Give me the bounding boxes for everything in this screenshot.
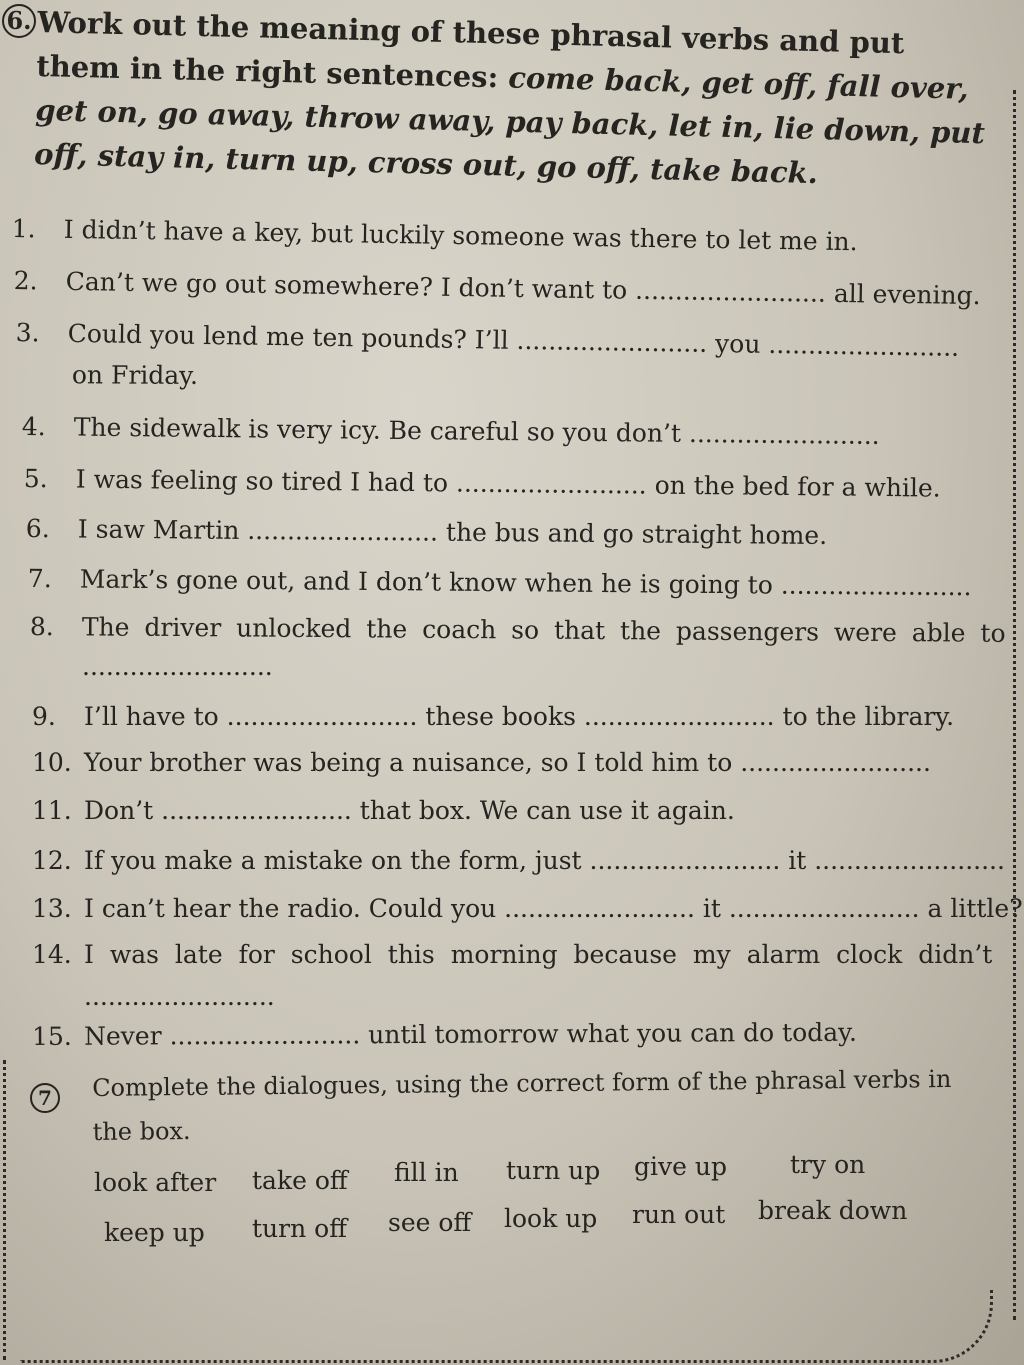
box-word: take off — [252, 1166, 348, 1195]
sentence-3-continued — [20, 360, 198, 390]
sentence-number: 12. — [32, 846, 72, 875]
box-word: keep up — [104, 1218, 205, 1247]
sentence-text: Never ........................ until tomorrow what you can do today. — [83, 1017, 857, 1051]
sentence-12 — [32, 846, 1005, 875]
sentence-text: on Friday. — [71, 360, 199, 390]
sentence-10 — [32, 748, 931, 777]
sentence-5 — [24, 464, 941, 503]
sentence-text: The driver unlocked the coach so that the passengers were able to — [81, 612, 1006, 648]
box-word: look up — [504, 1204, 598, 1233]
sentence-text: The sidewalk is very icy. Be careful so you don’t ........................ — [73, 412, 880, 450]
dotted-border-left — [3, 1060, 6, 1360]
sentence-11 — [32, 796, 735, 825]
box-word: give up — [634, 1152, 727, 1181]
sentence-number: 15. — [32, 1021, 72, 1051]
box-word: see off — [388, 1208, 472, 1237]
sentence-14 — [32, 940, 992, 969]
sentence-text: ........................ — [84, 982, 275, 1011]
sentence-number: 2. — [13, 266, 38, 296]
sentence-8-blank — [30, 652, 273, 681]
sentence-text: I was late for school this morning because my alarm clock didn’t — [84, 940, 993, 969]
sentence-text: Your brother was being a nuisance, so I told him to ........................ — [84, 748, 931, 777]
sentence-text: If you make a mistake on the form, just ........................ it ........................ — [84, 846, 1005, 875]
sentence-number: 14. — [32, 940, 72, 969]
sentence-text: I didn’t have a key, but luckily someone was there to let me in. — [63, 214, 858, 257]
dotted-border-right — [1013, 90, 1016, 1320]
box-word: run out — [632, 1200, 726, 1229]
sentence-number: 7. — [27, 564, 52, 594]
sentence-text: I saw Martin ........................ the bus and go straight home. — [77, 514, 828, 550]
exercise-6-number: 6. — [2, 4, 36, 38]
sentence-text: I can’t hear the radio. Could you ........................ it ........................ a little? — [84, 894, 1023, 923]
sentence-text: I’ll have to ........................ these books ........................ to the library. — [84, 702, 955, 731]
exercise-6-instructions — [34, 0, 998, 199]
sentence-text: ........................ — [82, 652, 273, 681]
sentence-number: 4. — [21, 412, 46, 442]
exercise-6-title: Work out the meaning of these phrasal verbs and put them in the right sentences: — [35, 4, 905, 95]
exercise-6-verb-list: come back, get off, fall over, get on, go away, throw away, pay back, let in, lie down, put off, stay in, turn up, cross out, go off, take back. — [33, 60, 986, 191]
dotted-border-bottom — [20, 1290, 993, 1363]
sentence-number: 6. — [25, 514, 50, 544]
exercise-7-instructions: Complete the dialogues, using the correct form of the phrasal verbs in the box. — [92, 1065, 952, 1146]
sentence-text: Can’t we go out somewhere? I don’t want to ........................ all evening. — [65, 266, 981, 311]
sentence-2 — [14, 266, 981, 310]
exercise-7-number: 7 — [30, 1083, 60, 1113]
box-word: turn off — [252, 1214, 347, 1243]
sentence-8 — [30, 612, 1006, 648]
sentence-number: 11. — [32, 796, 72, 825]
sentence-14-blank — [32, 982, 275, 1011]
sentence-7 — [28, 564, 972, 601]
box-word: break down — [758, 1196, 908, 1225]
sentence-number: 5. — [23, 464, 48, 494]
sentence-text: Mark’s gone out, and I don’t know when he is going to ........................ — [79, 564, 972, 602]
sentence-number: 9. — [32, 702, 56, 731]
sentence-text: Could you lend me ten pounds? I’ll ........................ you ........................ — [67, 318, 960, 362]
sentence-number: 10. — [32, 748, 72, 777]
sentence-number: 1. — [11, 214, 36, 244]
sentence-text: I was feeling so tired I had to ........................ on the bed for a while. — [75, 464, 941, 503]
sentence-number: 8. — [29, 612, 54, 642]
sentence-9 — [32, 702, 954, 731]
sentence-number: 3. — [15, 318, 40, 348]
sentence-4 — [22, 412, 880, 450]
box-word: fill in — [394, 1158, 459, 1187]
sentence-13 — [32, 894, 1023, 923]
sentence-3 — [16, 318, 960, 362]
sentence-6 — [26, 514, 828, 550]
sentence-number: 13. — [32, 894, 72, 923]
box-word: look after — [94, 1168, 217, 1197]
sentence-15 — [32, 1018, 857, 1051]
box-word: turn up — [506, 1156, 601, 1185]
box-word: try on — [790, 1150, 866, 1179]
sentence-1 — [12, 214, 858, 256]
sentence-text: Don’t ........................ that box. We can use it again. — [84, 796, 735, 825]
